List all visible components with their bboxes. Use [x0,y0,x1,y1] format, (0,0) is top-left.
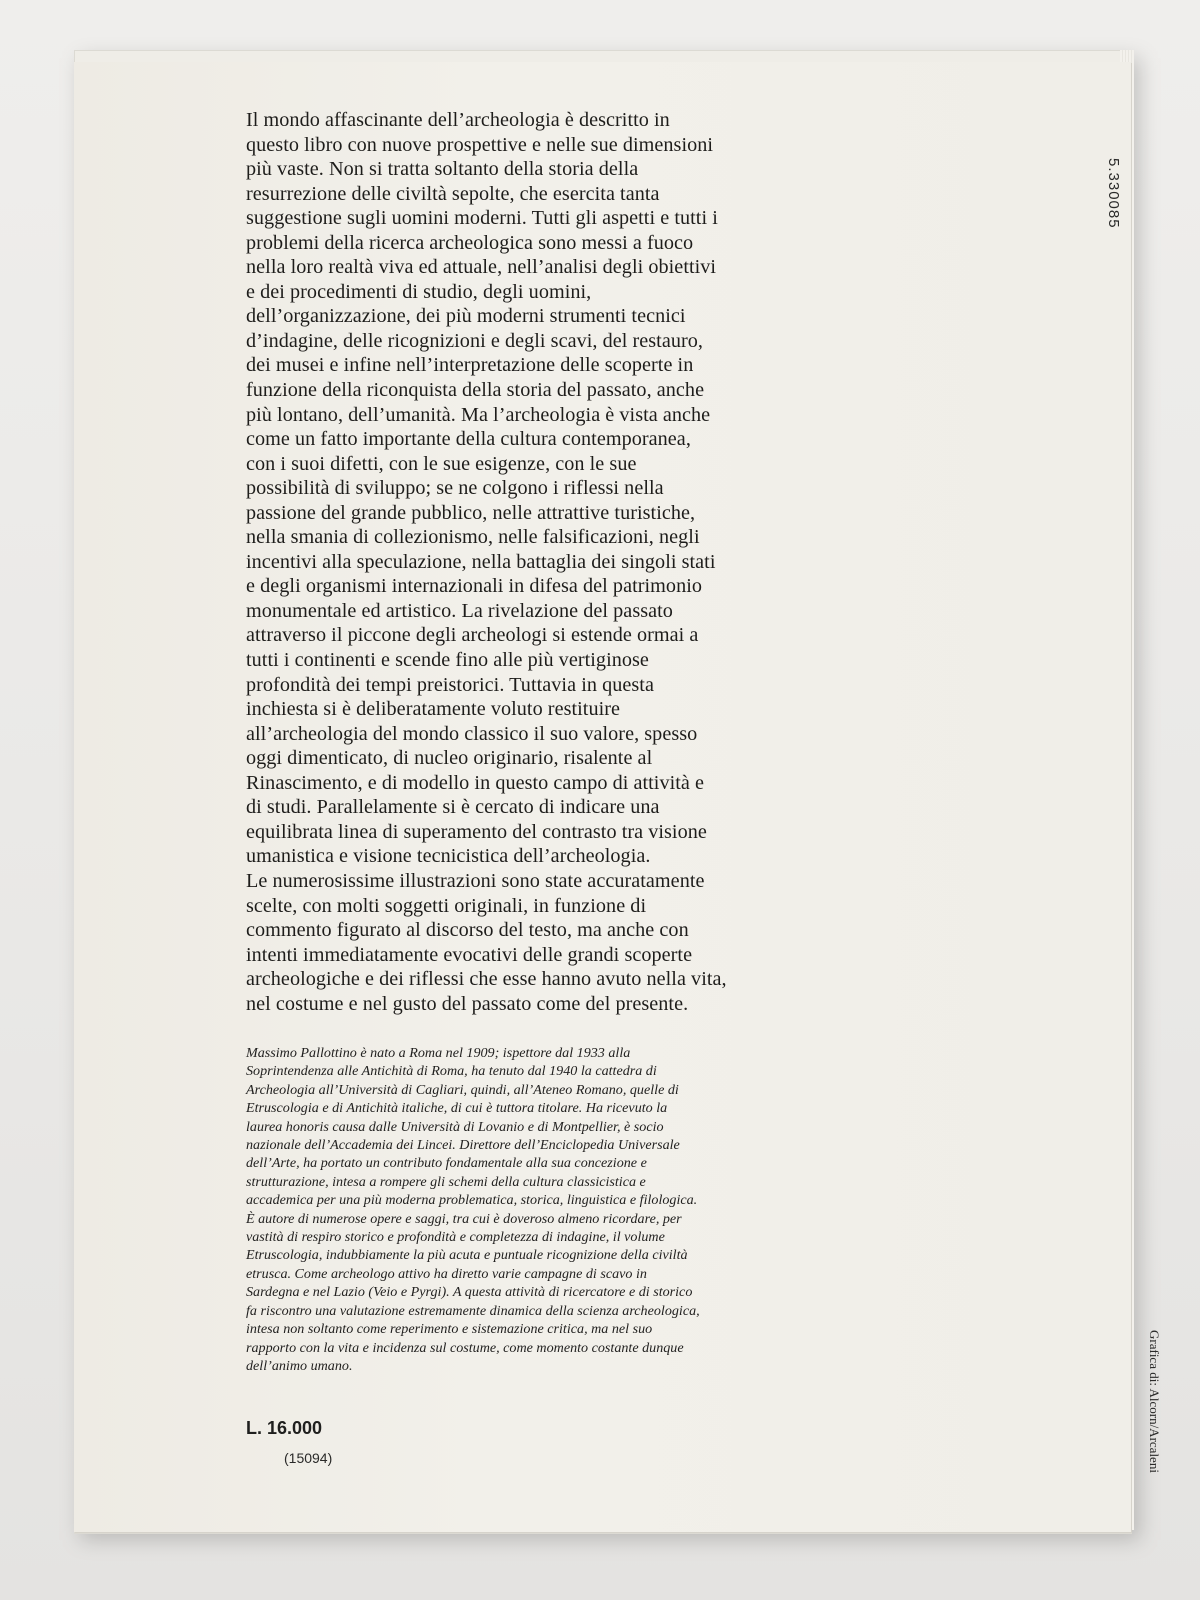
catalog-code: (15094) [284,1450,333,1466]
cover-surface [74,62,1162,1532]
design-credit: Grafica di: Alcorn/Arcaleni [1147,1330,1162,1473]
author-biography: Massimo Pallottino è nato a Roma nel 1909; ispettore dal 1933 alla Soprintendenza alle Antichità di Roma, ha tenuto dal 1940 la cattedra di Archeologia all’Università di Cagliari, quindi, all’Ateneo Romano, quelle di Etruscologia e di Antichità italiche, di cui è tuttora titolare. Ha ricevuto la laurea honoris causa dalle Università di Lovanio e di Montpellier, è socio nazionale dell’Accademia dei Lincei. Direttore dell’Enciclopedia Universale dell’Arte, ha portato un contributo fondamentale alla sua concezione e strutturazione, intesa a rompere gli schemi della cultura classicistica e accademica per una più moderna problematica, storica, linguistica e filologica. È autore di numerose opere e saggi, tra cui è doveroso almeno ricordare, per vastità di respiro storico e profondità e completezza di indagine, il volume Etruscologia, indubbiamente la più acuta e puntuale ricognizione della civiltà etrusca. Come archeologo attivo ha diretto varie campagne di scavo in Sardegna e nel Lazio (Veio e Pyrgi). A questa attività di ricercatore e di storico fa riscontro una valutazione estremamente dinamica della scienza archeologica, intesa non soltanto come reperimento e sistemazione critica, ma nel suo rapporto con la vita e incidenza sul costume, come momento costante dunque dell’animo umano. [246,1045,700,1374]
isbn-number: 5.330085 [1105,158,1122,229]
price-label: L. 16.000 [246,1418,323,1438]
book-back-cover [74,50,1162,1534]
book-blurb: Il mondo affascinante dell’archeologia è descritto in questo libro con nuove prospettive e nelle sue dimensioni più vaste. Non si tratta soltanto della storia della resurrezione delle civiltà sepolte, che esercita tanta suggestione sugli uomini moderni. Tutti gli aspetti e tutti i problemi della ricerca archeologica sono messi a fuoco nella loro realtà viva ed attuale, nell’analisi degli obiettivi e dei procedimenti di studio, degli uomini, dell’organizzazione, dei più moderni strumenti tecnici d’indagine, delle ricognizioni e degli scavi, del restauro, dei musei e infine nell’interpretazione delle scoperte in funzione della riconquista della storia del passato, anche più lontano, dell’umanità. Ma l’archeologia è vista anche come un fatto importante della cultura contemporanea, con i suoi difetti, con le sue esigenze, con le sue possibilità di sviluppo; se ne colgono i riflessi nella passione del grande pubblico, nelle attrattive turistiche, nella smania di collezionismo, nelle falsificazioni, negli incentivi alla speculazione, nella battaglia dei singoli stati e degli organismi internazionali in difesa del patrimonio monumentale ed artistico. La rivelazione del passato attraverso il piccone degli archeologi si estende ormai a tutti i continenti e scende fino alle più vertiginose profondità dei tempi preistorici. Tuttavia in questa inchiesta si è deliberatamente voluto restituire all’archeologia del mondo classico il suo valore, spesso oggi dimenticato, di nucleo originario, risalente al Rinascimento, e di modello in questo campo di attività e di studi. Parallelamente si è cercato di indicare una equilibrata linea di superamento del contrasto tra visione umanistica e visione tecnicistica dell’archeologia. Le numerosissime illustrazioni sono state accuratamente scelte, con molti soggetti originali, in funzione di commento figurato al discorso del testo, ma anche con intenti immediatamente evocativi delle grandi scoperte archeologiche e dei riflessi che esse hanno avuto nella vita, nel costume e nel gusto del passato come del presente. [246,109,727,1015]
